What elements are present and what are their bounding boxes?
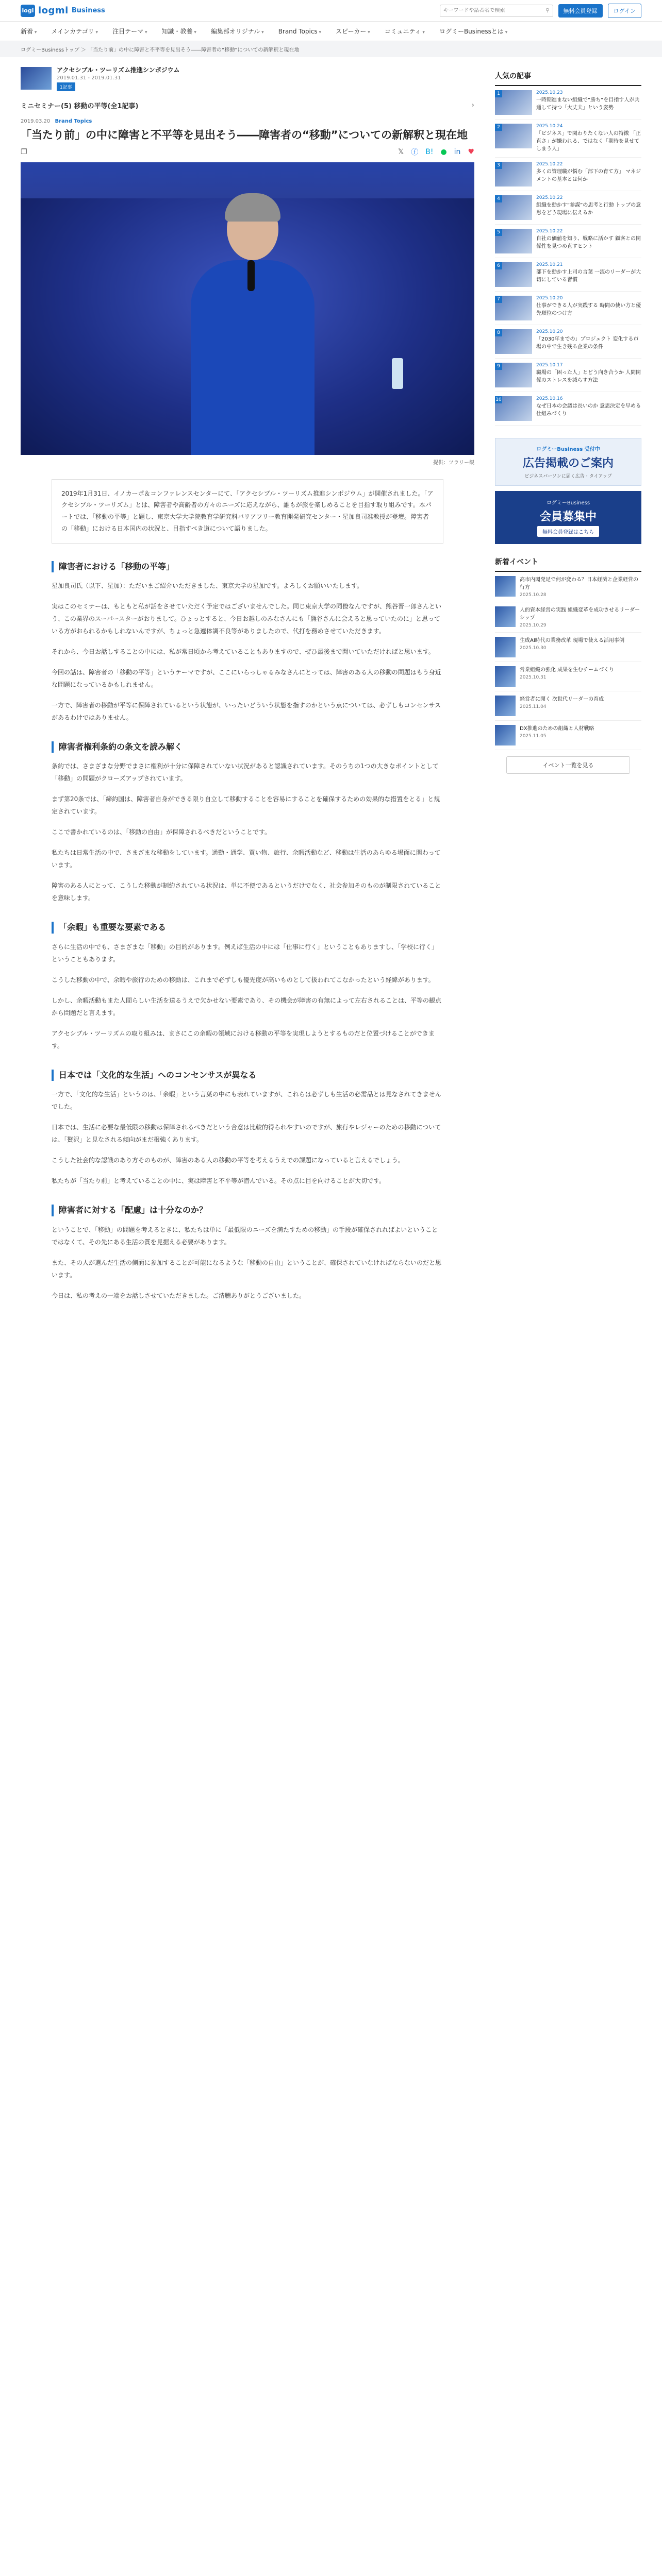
logo-text: logmi bbox=[38, 5, 69, 16]
bookmark-icon[interactable]: ❐ bbox=[21, 147, 27, 156]
ranking-item[interactable]: 9 2025.10.17 職場の「困った人」とどう向き合うか 人間関係のストレスを減らす方法 bbox=[495, 359, 641, 392]
events-more-button[interactable]: イベント一覧を見る bbox=[506, 756, 630, 774]
logo-subtext: Business bbox=[71, 7, 105, 14]
logo-mark: logi bbox=[21, 5, 35, 17]
article-date: 2019.03.20 bbox=[21, 118, 51, 124]
microphone bbox=[247, 260, 255, 291]
search-input[interactable] bbox=[443, 8, 546, 13]
section-heading: 障害者権利条約の条文を読み解く bbox=[52, 741, 443, 753]
ad-banner-advertising[interactable]: ログミーBusiness 受付中 広告掲載のご案内 ビジネスパーソンに届く広告・タイアップ bbox=[495, 438, 641, 486]
nav-item-about[interactable]: ログミーBusinessとは ▾ bbox=[439, 27, 507, 36]
event-item[interactable]: 人的資本経営の実践 組織変革を成功させるリーダーシップ 2025.10.29 bbox=[495, 602, 641, 633]
paragraph: 実はこのセミナーは、もともと私が話をさせていただく予定ではございませんでした。同じ東京大学の同僚なんですが、熊谷晋一郎さんという、この業界のスーパースターがおりまして。ひょっとすると、今日お越しのみなさんにも「熊谷さんに会えると思っていたのに」と思っている方がおられるかもしれないんですが、ちょっと急遽体調不良等がありましたので、代打を務めさせていただきます。 bbox=[52, 603, 442, 635]
ranking-item[interactable]: 2 2025.10.24 「ビジネス」で関わりたくない人の特徴 「正直さ」が嫌われる、ではなく「期待を見せてしまう人」 bbox=[495, 120, 641, 158]
event-item[interactable]: DX推進のための組織と人材戦略 2025.11.05 bbox=[495, 721, 641, 750]
seminar-title: アクセシブル・ツーリズム推進シンポジウム bbox=[57, 66, 180, 74]
search-box bbox=[440, 5, 553, 17]
paragraph: 障害のある人にとって、こうした移動が制約されている状況は、単に不便であるというだけでなく、社会参加そのものが制限されていることを意味します。 bbox=[52, 882, 441, 902]
nav-item-brand-topics[interactable]: Brand Topics ▾ bbox=[278, 28, 321, 35]
ranking-item[interactable]: 1 2025.10.23 一時期進まない組織で”勝ち”を目指す人が共通して持つ「大丈夫」という姿勢 bbox=[495, 86, 641, 120]
section-heading: 障害者における「移動の平等」 bbox=[52, 561, 443, 572]
paragraph: 一方で、障害者の移動が平等に保障されているという状態が、いったいどういう状態を指すのかという点については、必ずしもコンセンサスがあるわけではありません。 bbox=[52, 702, 441, 722]
paragraph: 私たちは日常生活の中で、さまざまな移動をしています。通勤・通学、買い物、旅行、余暇活動など、移動は生活のあらゆる場面に関わっています。 bbox=[52, 849, 441, 869]
sidebar bbox=[495, 57, 641, 1310]
site-logo[interactable] bbox=[21, 5, 105, 17]
photo-caption: 提供：ツラリー観 bbox=[433, 460, 474, 466]
ranking-item[interactable]: 4 2025.10.22 組織を動かす“参謀”の思考と行動 トップの意思をどう現場に伝えるか bbox=[495, 191, 641, 225]
nav-item-community[interactable]: コミュニティ ▾ bbox=[385, 27, 425, 36]
ranking-heading: 人気の記事 bbox=[495, 71, 641, 86]
hero-photo bbox=[21, 162, 474, 455]
article-title: 「当たり前」の中に障害と不平等を見出そう――障害者の“移動”についての新解釈と現在地 bbox=[21, 129, 468, 141]
seminar-thumbnail bbox=[21, 67, 52, 90]
ranking-item[interactable]: 7 2025.10.20 仕事ができる人が実践する 時間の使い方と優先順位のつけ方 bbox=[495, 292, 641, 325]
paragraph: 今回の話は、障害者の「移動の平等」というテーマですが、ここにいらっしゃるみなさんにとっては、障害のある人の移動の問題はもう身近な問題になっているかもしれません。 bbox=[52, 669, 441, 689]
nav-item-original[interactable]: 編集部オリジナル ▾ bbox=[211, 27, 264, 36]
nav-item-themes[interactable]: 注目テーマ ▾ bbox=[112, 27, 147, 36]
nav-item-knowledge[interactable]: 知識・教養 ▾ bbox=[161, 27, 196, 36]
paragraph: 今日は、私の考えの一端をお話しさせていただきました。ご清聴ありがとうございました。 bbox=[52, 1292, 306, 1299]
event-item[interactable]: 経営者に聞く 次世代リーダーの育成 2025.11.04 bbox=[495, 691, 641, 721]
ad-banner-membership[interactable]: ログミーBusiness 会員募集中 無料会員登録はこちら bbox=[495, 491, 641, 544]
paragraph: しかし、余暇活動もまた人間らしい生活を送るうえで欠かせない要素であり、その機会が障害の有無によって左右されることは、平等の観点から問題だと言えます。 bbox=[52, 996, 442, 1016]
section-heading: 障害者に対する「配慮」は十分なのか？ bbox=[52, 1205, 443, 1216]
water-bottle bbox=[392, 358, 403, 389]
article-lead: 2019年1月31日、イノカーポ＆コンファレンスセンターにて、「アクセシブル・ツーリズム推進シンポジウム」が開催されました。「アクセシブル・ツーリズム」とは、障害者や高齢者の方々のニーズに応えながら、誰もが旅を楽しめることを目指す取り組みです。本パートでは、「移動の平等」と題し、東京大学大学院教育学研究科バリアフリー教育開発研究センター・星加良司准教授が登壇。障害者の「移動」における日本国内の状況と、目指すべき道について語りました。 bbox=[52, 479, 443, 544]
ranking-item[interactable]: 3 2025.10.22 多くの管理職が悩む「部下の育て方」 マネジメントの基本とは何か bbox=[495, 158, 641, 191]
nav-item-new[interactable]: 新着 ▾ bbox=[21, 27, 37, 36]
seminar-badge: 1記事 bbox=[57, 82, 75, 91]
paragraph: まず第20条では、「締約国は、障害者自身ができる限り自立して移動することを容易にすることを確保するための効果的な措置をとる」と規定されています。 bbox=[52, 795, 440, 816]
seminar-card[interactable] bbox=[21, 65, 474, 91]
event-item[interactable]: 高市内閣発足で何が変わる？日本経済と企業経営の行方 2025.10.28 bbox=[495, 572, 641, 602]
paragraph: ここで書かれているのは、「移動の自由」が保障されるべきだということです。 bbox=[52, 828, 271, 836]
x-share-icon[interactable]: 𝕏 bbox=[398, 147, 404, 156]
nav-item-main-category[interactable]: メインカテゴリ ▾ bbox=[51, 27, 98, 36]
ranking-item[interactable]: 8 2025.10.20 「2030年までの」プロジェクト 変化する市場の中で生き残る企業の条件 bbox=[495, 325, 641, 359]
linkedin-share-icon[interactable]: in bbox=[454, 147, 461, 156]
share-bar bbox=[21, 147, 474, 157]
section-heading: 日本では「文化的な生活」へのコンセンサスが異なる bbox=[52, 1070, 443, 1081]
paragraph: 日本では、生活に必要な最低限の移動は保障されるべきだという合意は比較的得られやすいのですが、旅行やレジャーのための移動については、「贅沢」と見なされる傾向がまだ根強くあります。 bbox=[52, 1124, 441, 1144]
event-item[interactable]: 営業組織の強化 成果を生むチームづくり 2025.10.31 bbox=[495, 662, 641, 691]
paragraph: 一方で、「文化的な生活」というのは、「余暇」という言葉の中にも表れていますが、これらは必ずしも生活の必需品とは見なされてきませんでした。 bbox=[52, 1091, 441, 1111]
ranking-item[interactable]: 5 2025.10.22 自社の価値を知り、戦略に活かす 顧客との関係性を見つめ直すヒント bbox=[495, 225, 641, 258]
paragraph: ということで、「移動」の問題を考えるときに、私たちは単に「最低限のニーズを満たすための移動」の手段が確保されればよいということではなくて、その先にある生活の質を見据える必要があります。 bbox=[52, 1226, 438, 1246]
site-header bbox=[0, 0, 662, 22]
paragraph: 私たちが「当たり前」と考えていることの中に、実は障害と不平等が潜んでいる。その点に目を向けることが大切です。 bbox=[52, 1177, 386, 1185]
pocket-share-icon[interactable]: ♥ bbox=[468, 147, 474, 156]
paragraph: こうした移動の中で、余暇や旅行のための移動は、これまで必ずしも優先度が高いものとして扱われてこなかったという経緯があります。 bbox=[52, 976, 435, 984]
hatena-share-icon[interactable]: B! bbox=[425, 147, 434, 156]
ranking-item[interactable]: 10 2025.10.16 なぜ日本の会議は長いのか 意思決定を早める仕組みづくり bbox=[495, 392, 641, 426]
seminar-date: 2019.01.31 - 2019.01.31 bbox=[57, 75, 121, 81]
events-heading: 新着イベント bbox=[495, 556, 641, 572]
series-title: ミニセミナー(5) 移動の平等(全1記事) bbox=[21, 103, 139, 110]
paragraph: こうした社会的な認識のあり方そのものが、障害のある人の移動の平等を考えるうえでの課題になっていると言えるでしょう。 bbox=[52, 1157, 404, 1164]
ranking-item[interactable]: 6 2025.10.21 部下を動かす上司の言葉 一流のリーダーが大切にしている習慣 bbox=[495, 258, 641, 292]
facebook-share-icon[interactable]: ⓕ bbox=[411, 148, 419, 157]
ranking-list bbox=[495, 86, 641, 426]
nav-item-speakers[interactable]: スピーカー ▾ bbox=[336, 27, 370, 36]
article-body bbox=[21, 561, 474, 1302]
paragraph: さらに生活の中でも、さまざまな「移動」の目的があります。例えば生活の中には「仕事に行く」ということもありますし、「学校に行く」ということもあります。 bbox=[52, 943, 438, 963]
breadcrumb[interactable]: ログミーBusinessトップ ＞ 「当たり前」の中に障害と不平等を見出そう――障害者の“移動”についての新解釈と現在地 bbox=[0, 41, 662, 57]
paragraph: アクセシブル・ツーリズムの取り組みは、まさにこの余暇の領域における移動の平等を実現しようとするものだと位置づけることができます。 bbox=[52, 1029, 435, 1049]
section-heading: 「余暇」も重要な要素である bbox=[52, 922, 443, 933]
events-list bbox=[495, 572, 641, 750]
main-nav bbox=[0, 22, 662, 41]
paragraph: 星加良司氏（以下、星加）：ただいまご紹介いただきました、東京大学の星加です。よろしくお願いいたします。 bbox=[52, 582, 363, 590]
paragraph: それから、今日お話しすることの中には、私が常日頃から考えていることもありますので、ぜひ最後まで聞いていただければと思います。 bbox=[52, 648, 435, 656]
article-tag[interactable]: Brand Topics bbox=[55, 118, 92, 124]
register-button[interactable]: 無料会員登録 bbox=[558, 4, 603, 18]
paragraph: 条約では、さまざまな分野でまさに権利が十分に保障されていない状況があると認識されています。そのうちの1つの大きなポイントとして「移動」の問題がクローズアップされています。 bbox=[52, 762, 439, 783]
event-item[interactable]: 生成AI時代の業務改革 現場で使える活用事例 2025.10.30 bbox=[495, 633, 641, 662]
search-icon[interactable]: ⚲ bbox=[545, 8, 550, 13]
series-link[interactable] bbox=[21, 100, 474, 110]
article-main bbox=[21, 57, 474, 1310]
login-button[interactable]: ログイン bbox=[608, 4, 641, 18]
article-meta bbox=[21, 118, 474, 124]
hero-speaker bbox=[191, 193, 315, 455]
chevron-right-icon: › bbox=[471, 101, 474, 109]
paragraph: また、その人が選んだ生活の側面に参加することが可能になるような「移動の自由」ということが、確保されていなければならないのだと思います。 bbox=[52, 1259, 442, 1279]
line-share-icon[interactable]: ● bbox=[440, 147, 447, 156]
